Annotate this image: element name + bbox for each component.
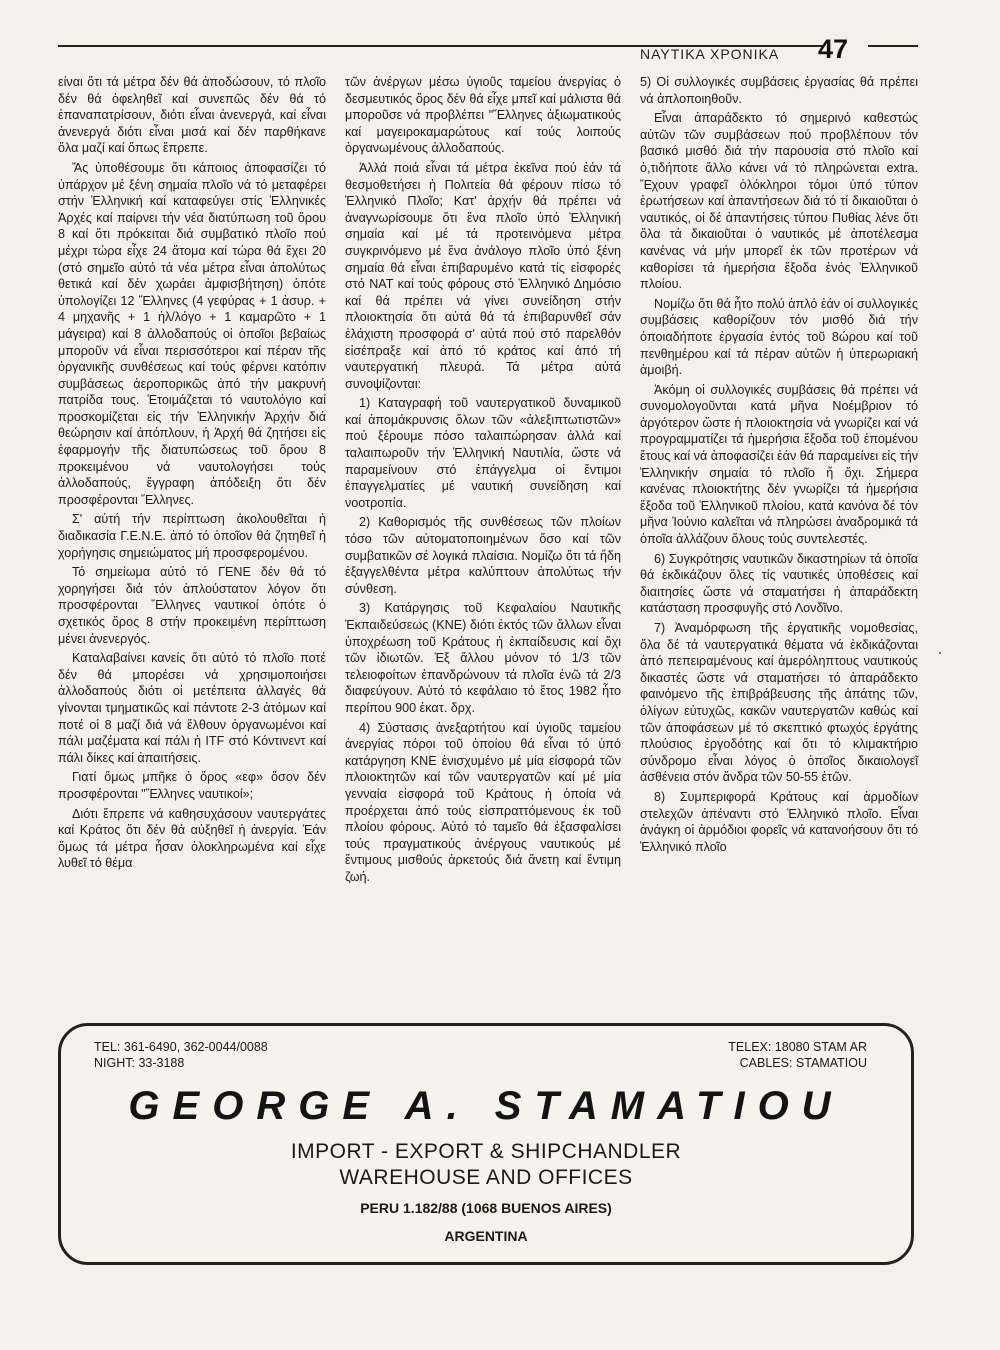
ad-contact-left — [94, 1039, 268, 1071]
ad-contact-right — [728, 1039, 867, 1071]
article-column-3 — [640, 74, 918, 858]
paragraph: Σ' αὐτή τήν περίπτωση ἀκολουθεῖται ἡ διαδικασία Γ.Ε.Ν.Ε. ἀπό τό ὁποῖον θά ζητηθεῖ ἡ χορήγησις σημειώματος μή προσφερομένου. — [58, 512, 326, 560]
print-speck — [939, 652, 941, 654]
ad-company-name: GEORGE A. STAMATIOU — [128, 1084, 844, 1128]
ad-business-type: IMPORT - EXPORT & SHIPCHANDLER — [290, 1140, 682, 1163]
ad-address: PERU 1.182/88 (1068 BUENOS AIRES) — [360, 1200, 612, 1216]
paragraph: 3) Κατάργησις τοῦ Κεφαλαίου Ναυτικῆς Ἐκπαιδεύσεως (ΚΝΕ) διότι ἐκτός τῶν ἄλλων εἶναι ὑποχρέωση τοῦ Κράτους ἡ ἐκπαίδευσις καί ὄχι τῶν ἰδιωτῶν. Ἐξ ἄλλου μόνον τό 1/3 τῶν τελειοφοίτων ἐπανδρώνουν τά πλοῖα ἐνῶ τά 2/3 διαφεύγουν. Αὐτό τό κεφάλαιο τό ἔτος 1982 ἦτο περίπου 900 ἑκατ. δρχ. — [345, 601, 621, 715]
paragraph: 4) Σύστασις ἀνεξαρτήτου καί ὑγιοῦς ταμείου ἀνεργίας πόροι τοῦ ὁποίου θά εἶναι τό ὑπό κατάργηση ΚΝΕ ἐνισχυμένο μέ μία εἰσφορά τῶν πλοιοκτητῶν καί τῶν ναυτεργατῶν καί μέ μία γενναία εἰσφορά τοῦ Κράτους ἡ ὁποία νά προέρχεται ἀπό τούς εἰσπραττόμενους ἐκ τοῦ πλοίου φόρους. Αὐτό τό ταμεῖο θά ἐξασφαλίσει τούς πραγματικούς ἀνέργους ναυτικούς μέ ἔντιμους μισθούς ἀρκετούς διά ἄνετη καί ἔντιμη ζωή. — [345, 720, 621, 884]
paragraph: 6) Συγκρότησις ναυτικῶν δικαστηρίων τά ὁποῖα θά ἐκδικάζουν ὅλες τίς ναυτικές ὑποθέσεις καί διαιτησίες ὥστε νά σταματήσει ἡ ἀπαράδεκτη κατάσταση προσφυγῆς στό Λονδῖνο. — [640, 551, 918, 616]
ad-country: ARGENTINA — [444, 1228, 528, 1244]
advertisement-box — [58, 1023, 914, 1265]
paragraph: 7) Ἀναμόρφωση τῆς ἐργατικῆς νομοθεσίας, ὅλα δέ τά ναυτεργατικά θέματα νά ἐκδικάζονται ἀπό πεπειραμένους καί ἀμερόληπτους ναυτικούς δικαστές ὥστε νά σταματήσει τό ἀπαράδεκτο φαινόμενο τῆς ἐπιβράβευσης τῆς ἀπάτης τῶν, ὀλίγων εὐτυχῶς, κακῶν ναυτεργατῶν καθώς καί τῶν ἀποφάσεων μέ τό σκεπτικό φτωχός ἐργάτης πλούσιος ἐργοδότης καί ὅτι τό κλιμακτήριο σύνδρομο εἶναι λόγος ὁ ὁποῖος δικαιολογεῖ ἀσθένεια στόν ἄνδρα τῶν 50-55 ἐτῶν. — [640, 621, 918, 785]
ad-telex: TELEX: 18080 STAM AR — [728, 1040, 867, 1054]
paragraph: Ἀλλά ποιά εἶναι τά μέτρα ἐκεῖνα πού ἐάν τά θεσμοθετήσει ἡ Πολιτεία θά φέρουν πίσω τό Ἑλληνικό Πλοῖο; Κατ' ἀρχήν θά πρέπει νά ἀναγνωρίσουμε ὅτι ἕνα πλοῖο ὑπό Ἑλληνική σημαία καί μέ τά προτεινόμενα μέτρα συγκρινόμενο μέ ἕνα ἀνάλογο πλοῖο ὑπό ξένη σημαία θά εἶναι ἐπιβαρυμένο κατά τίς εἰσφορές στό ΝΑΤ καί τούς φόρους στό Ἑλληνικό Δημόσιο καί θά πρέπει νά γίνει συνείδηση στήν πλοιοκτησία ὅτι αὐτά θά τά ἐπιβαρυνθεῖ σάν ἐλάχιστη προσφορά σ' αὐτά πού στό παρελθόν εἰσέπραξε καί ἀπό τό κράτος καί ἀπό τή ναυτεργατική πλευρά. Τά μέτρα αὐτά συνοψίζονται: — [345, 160, 621, 391]
ad-night-phone: NIGHT: 33-3188 — [94, 1056, 185, 1070]
article-column-1 — [58, 74, 326, 875]
ad-cables: CABLES: STAMATIOU — [739, 1056, 867, 1070]
paragraph: Ἄς ὑποθέσουμε ὅτι κάποιος ἀποφασίζει τό ὑπάρχον μέ ξένη σημαία πλοῖο νά τό μεταφέρει στήν Ἑλληνική καί καταφεύγει στίς Ἑλληνικές Ἀρχές καί παίρνει τήν νέα διατύπωση τοῦ ὅρου 8 καί ὅτι πρόκειται διά συμβατικό πλοῖο πού μέχρι τώρα εἶχε 24 ἄτομα καί τώρα θά ἔχει 20 (στό σημεῖο αὐτό τά νέα μέτρα εἶναι ἀπολύτως θετικά καί δέν χωράει ἀμφισβήτηση) ὁπότε ὑπολογίζει 12 Ἕλληνες (4 γεφύρας + 1 ἀσυρ. + 4 μηχανῆς + 1 ἠλ/λόγο + 1 καμαρῶτο + 1 μάγειρα) καί 8 ἀλλοδαπούς οἱ ὁποῖοι βεβαίως μποροῦν νά εἶναι περισσότεροι καί πέραν τῆς ὀργανικῆς συνθέσεως καί τούς φέρνει κατόπιν συμβάσεως ἀεροπορικῶς ἀπό τήν μακρυνή πατρίδα τους. Ἑτοιμάζεται τό ναυτολόγιο καί προσκομίζεται εἰς τήν Ἑλληνικήν Ἀρχήν διά θεώρησιν καί ἀπόπλουν, ἡ Ἀρχή θά ζητήσει εἰς ἐφαρμογήν τῆς διατυπώσεως τοῦ ὅρου 8 προκειμένου νά ναυτολογήσει τούς ἀλλοδαπούς, ἔγγραφη ἀπόδειξη ὅτι δέν προσφέρονται Ἕλληνες. — [58, 160, 326, 507]
paragraph: Τό σημείωμα αὐτό τό ΓΕΝΕ δέν θά τό χορηγήσει διά τόν ἁπλούστατον λόγον ὅτι προσφέρονται Ἕλληνες ναυτικοί ὁπότε ὁ σχετικός ὅρος 8 στήν προκειμένη περίπτωση μένει ἀνενεργός. — [58, 565, 326, 646]
paragraph: 1) Καταγραφή τοῦ ναυτεργατικοῦ δυναμικοῦ καί ἀπομάκρυνσις ὅλων τῶν «ἀλεξιπτωτιστῶν» πού ξέρουμε πόσο ταλαιπώρησαν ἀλλά καί ταλαιπωροῦν τήν Ἑλληνική Ναυτιλία, ὥστε νά παραμείνουν στό ἐπάγγελμα οἱ ἔντιμοι ἐπαγγελματίες μέ ναυτική συνείδηση καί νοοτροπία. — [345, 396, 621, 510]
paragraph: Ἀκόμη οἱ συλλογικές συμβάσεις θά πρέπει νά συνομολογοῦνται κατά μῆνα Νοέμβριον τό ἀργότερον ὥστε ἡ πλοιοκτησία νά γνωρίζει καί νά προγραμματίζει τά ἡμερήσια ἔξοδα τοῦ ἑπομένου ἔτους καί νά ἀποφασίζει ἐάν θά παραμείνει εἰς τήν Ἑλληνικήν σημαία τό πλοῖο ἤ ὄχι. Σήμερα κανένας πλοιοκτήτης δέν γνωρίζει τά ἡμερήσια ἔξοδα τοῦ Ἑλληνικοῦ πλοίου, κατά κανόνα δέ τόν μῆνα Ἰούνιο καλεῖται νά πληρώσει ἀναδρομικά τά ὁποῖα ἀλλάζουν ὅλους τούς συντελεστές. — [640, 382, 918, 547]
header-rule-right — [868, 45, 918, 47]
paragraph: Γιατί ὅμως μπῆκε ὁ ὅρος «εφ» ὅσον δέν προσφέρονται "Ἕλληνες ναυτικοί»; — [58, 770, 326, 801]
paragraph: Διότι ἔπρεπε νά καθησυχάσουν ναυτεργάτες καί Κράτος ὅτι δέν θά αὐξηθεῖ ἡ ἀνεργία. Ἐάν ὅμως τά μέτρα ἦσαν ὁλοκληρωμένα καί εἶχε λυθεῖ τό θέμα — [58, 806, 326, 871]
paragraph: είναι ὅτι τά μέτρα δέν θά ἀποδώσουν, τό πλοῖο δέν θά ὀφεληθεῖ καί συνεπῶς δέν θά τό ἐπαναπατρίσουν, διότι εἶναι ἀνενεργά, καί εἶναι ἀνενεργά διότι εἶναι μισά καί δέν παρθήκανε ὅλα μαζί καί ὅπως ἔπρεπε. — [58, 75, 326, 156]
ad-facilities: WAREHOUSE AND OFFICES — [339, 1166, 633, 1189]
article-column-2 — [345, 74, 621, 889]
paragraph: 8) Συμπεριφορά Κράτους καί ἁρμοδίων στελεχῶν ἀπέναντι στό Ἑλληνικό πλοῖο. Εἶναι ἀνάγκη οἱ ἁρμόδιοι φορεῖς νά κατανοήσουν ὅτι τό Ἑλληνικό πλοῖο — [640, 789, 918, 854]
paragraph: Καταλαβαίνει κανείς ὅτι αὐτό τό πλοῖο ποτέ δέν θά μπορέσει νά χρησιμοποιήσει ἀλλοδαπούς διότι οἱ μετέπειτα ἀλλαγές θά γίνονται τμηματικῶς καί πάντοτε 2-3 ἀτόμων καί ποτέ οἱ 8 μαζί διά νά ἔλθουν ὀργανωμένοι καί πάλι μαζέματα καί πάλι ἡ ITF στό Κόντινεντ καί πάλι δίκες καί ἀπαιτήσεις. — [58, 651, 326, 765]
paragraph: Νομίζω ὅτι θά ἦτο πολύ ἁπλό ἐάν οἱ συλλογικές συμβάσεις καθορίζουν τόν μισθό διά τήν ὀποιαδήποτε ἐργασία ἐντός τοῦ 8ώρου καί τοῦ πενθημέρου καί τά πέραν αὐτῶν ἡ ὑπερωριακή ἀμοιβή. — [640, 296, 918, 378]
paragraph: 2) Καθορισμός τῆς συνθέσεως τῶν πλοίων τόσο τῶν αὐτοματοποιημένων ὅσο καί τῶν συμβατικῶν σέ λογικά πλαίσια. Νομίζω ὅτι τά ἤδη ἐξαγγελθέντα μέτρα καλύπτουν ἀπολύτως τήν σύνθεση. — [345, 515, 621, 596]
header-title: ΝΑΥΤΙΚΑ ΧΡΟΝΙΚΑ — [640, 46, 780, 62]
paragraph: 5) Οἱ συλλογικές συμβάσεις ἐργασίας θά πρέπει νά ἀπλοποιηθοῦν. — [640, 75, 918, 106]
page-number: 47 — [818, 34, 849, 64]
ad-phone: TEL: 361-6490, 362-0044/0088 — [94, 1040, 268, 1054]
paragraph: Εἶναι ἀπαράδεκτο τό σημερινό καθεστώς αὐτῶν τῶν συμβάσεων πού προβλέπουν τόν βασικό μισθό διά τήν παρουσία στό πλοῖο καί ὁ,τιδήποτε ἄλλο κάνει νά τό πληρώνεται extra. Ἔχουν γραφεῖ ὁλόκληροι τόμοι ὑπό τύπον ἐρωτήσεων καί ἀπαντήσεων διά τό τί δικαιοῦται ὁ ναυτικός, οἱ δέ ἀπαντήσεις τύπου Πυθίας λένε ὅτι ὅλα τά δικαιοῦται ὁ ναυτικός μέ ἀποτέλεσμα κανένας νά μήν μπορεῖ ἐκ τῶν προτέρων νά καθορίσει τά ἡμερήσια ἔξοδα ἑνός Ἑλληνικοῦ πλοίου. — [640, 111, 918, 292]
paragraph: τῶν ἀνέργων μέσω ὑγιοῦς ταμείου ἀνεργίας ὁ δεσμευτικός ὅρος δέν θά εἶχε μπεῖ καί μάλιστα θά μποροῦσε νά προβλέπει "Ἕλληνες ἀξιωματικούς καί μαγειροκαμαρώτους καί τούς λοιπούς ὀργανωμένους ἀλλοδαπούς. — [345, 75, 621, 156]
